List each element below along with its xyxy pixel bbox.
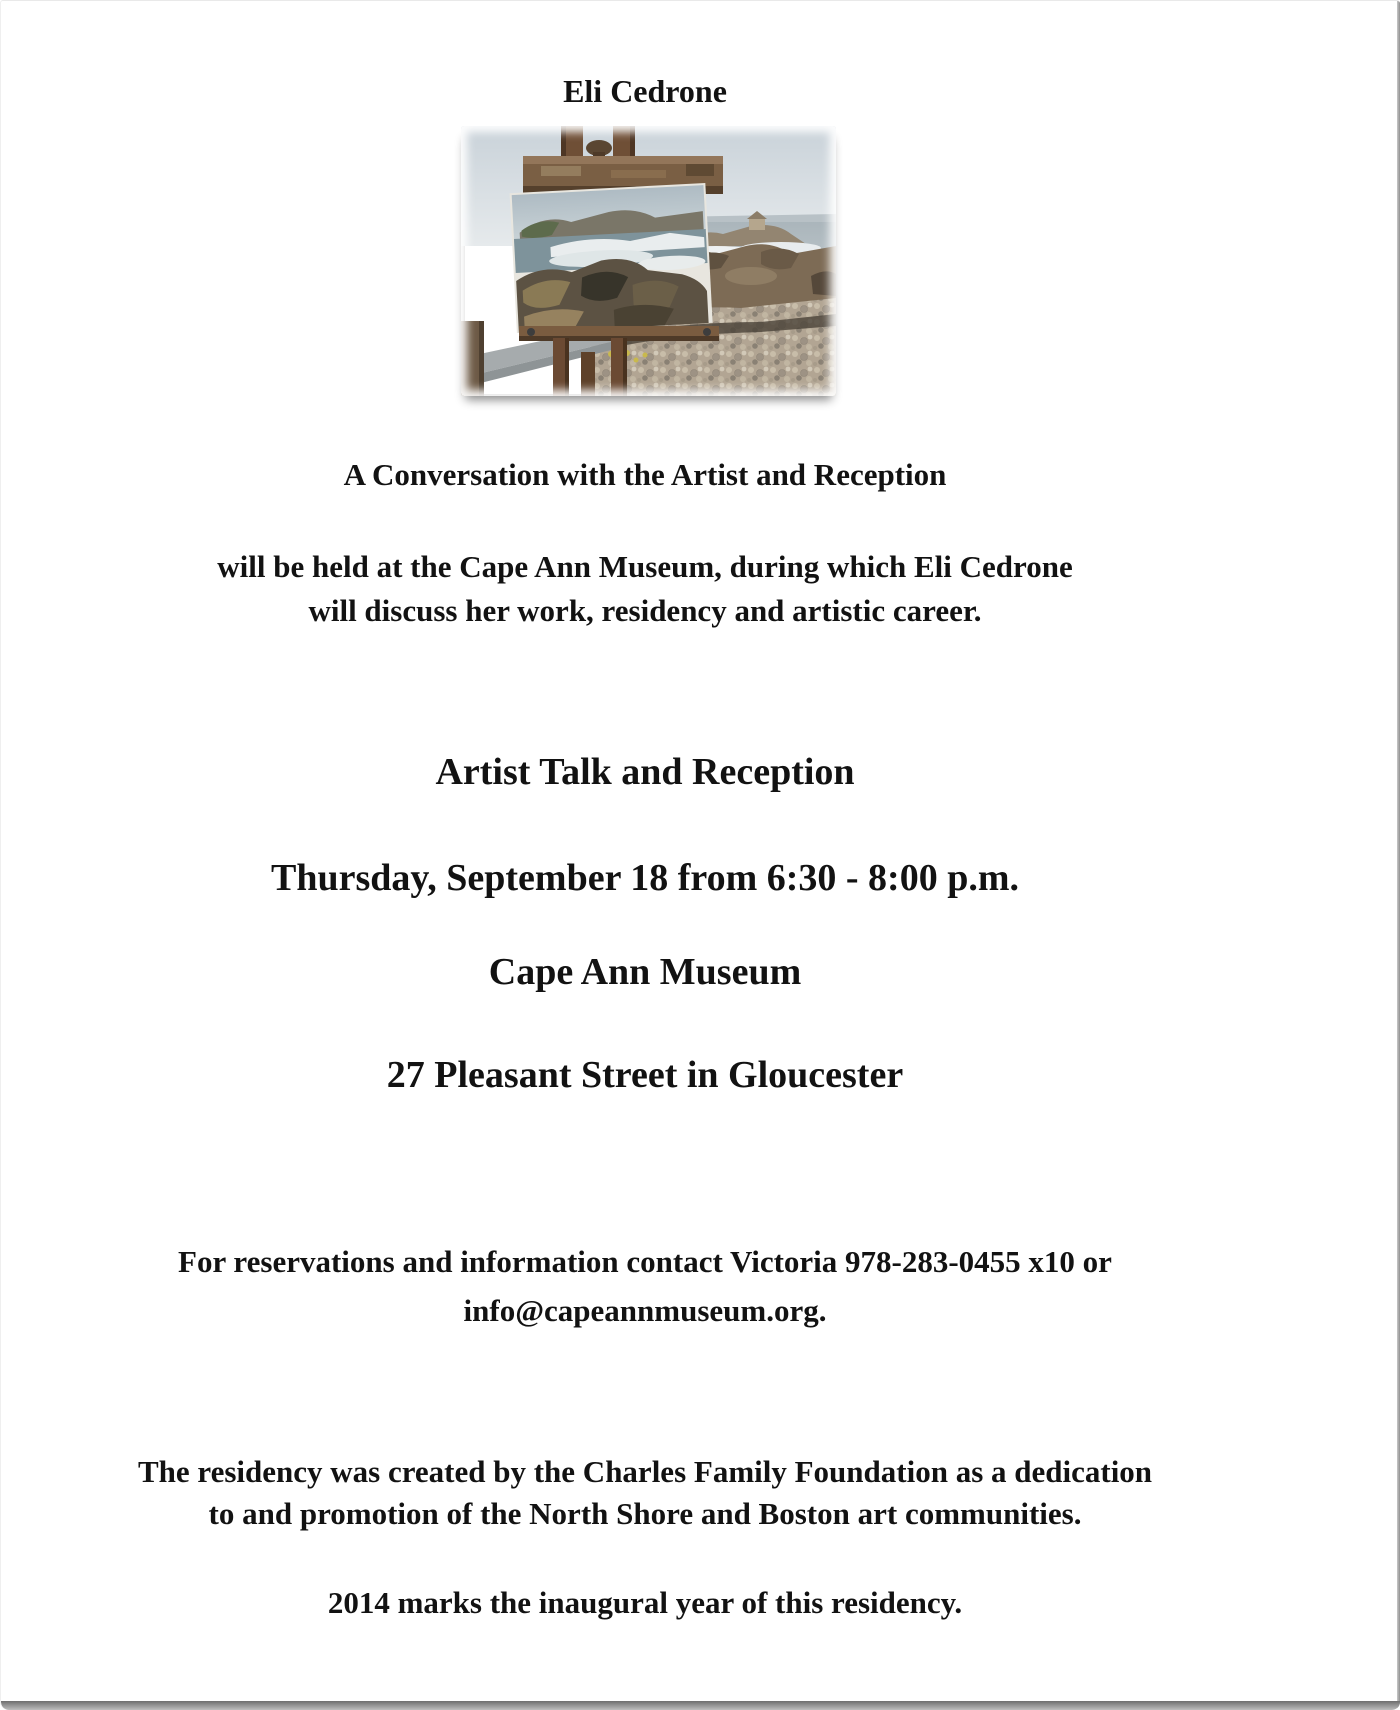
contact-info <box>1 1237 1289 1335</box>
intro-line-2: will discuss her work, residency and artistic career. <box>308 593 982 628</box>
event-heading: Artist Talk and Reception <box>435 751 855 793</box>
event-datetime: Thursday, September 18 from 6:30 - 8:00 p.m. <box>270 857 1020 899</box>
residency-year-line: 2014 marks the inaugural year of this residency. <box>327 1585 963 1620</box>
photo-illustration <box>461 126 836 396</box>
residency-line-2: to and promotion of the North Shore and Boston art communities. <box>208 1496 1082 1531</box>
subtitle: A Conversation with the Artist and Reception <box>343 457 947 492</box>
residency-line-1: The residency was created by the Charles Family Foundation as a dedication <box>137 1454 1153 1489</box>
event-address: 27 Pleasant Street in Gloucester <box>386 1054 904 1096</box>
intro-paragraph <box>1 545 1289 633</box>
contact-line-1: For reservations and information contact Victoria 978-283-0455 x10 or <box>178 1244 1112 1279</box>
page-title: Eli Cedrone <box>563 73 727 109</box>
artist-photo <box>461 126 836 396</box>
page-frame-bottom-edge <box>1 1701 1400 1710</box>
residency-paragraph <box>1 1451 1289 1535</box>
contact-line-2: info@capeannmuseum.org. <box>463 1293 827 1328</box>
event-venue: Cape Ann Museum <box>488 951 802 993</box>
intro-line-1: will be held at the Cape Ann Museum, during which Eli Cedrone <box>217 549 1073 584</box>
photo-canvas <box>510 183 713 333</box>
